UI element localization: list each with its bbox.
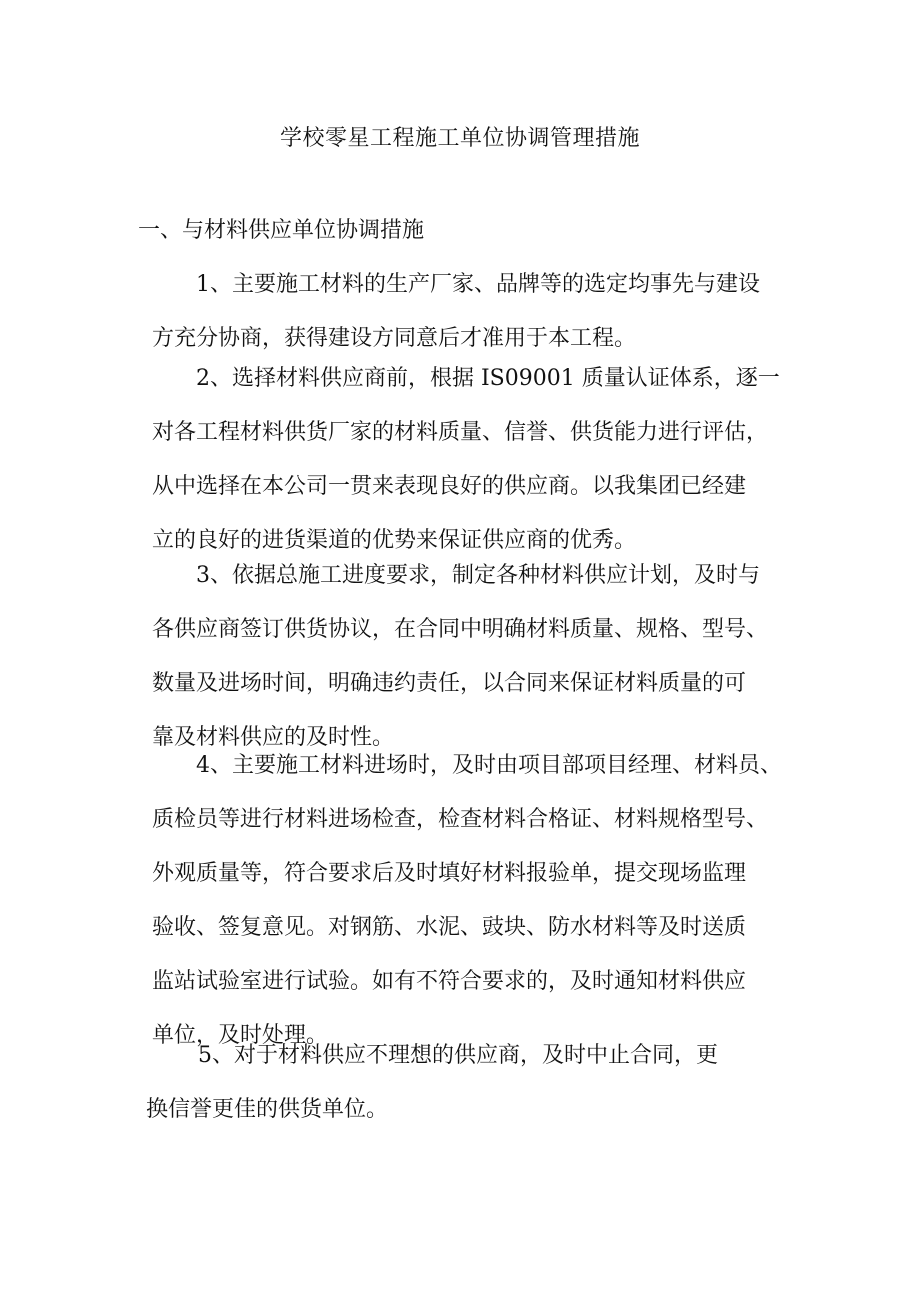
paragraph-line: 单位，及时处理。 (152, 1023, 329, 1048)
paragraph-line: 3、依据总施工进度要求，制定各种材料供应计划，及时与 (196, 563, 760, 588)
paragraph-line: 数量及进场时间，明确违约责任，以合同来保证材料质量的可 (152, 671, 747, 696)
paragraph-line: 1、主要施工材料的生产厂家、品牌等的选定均事先与建设 (196, 272, 760, 297)
paragraph-line: 换信誉更佳的供货单位。 (146, 1097, 389, 1122)
paragraph-line: 各供应商签订供货协议，在合同中明确材料质量、规格、型号、 (152, 617, 769, 642)
paragraph-1 (152, 258, 760, 366)
paragraph-3 (152, 549, 768, 765)
paragraph-4 (152, 739, 782, 1063)
paragraph-line: 靠及材料供应的及时性。 (152, 725, 395, 750)
paragraph-line: 立的良好的进货渠道的优势来保证供应商的优秀。 (152, 528, 637, 553)
paragraph-line: 方充分协商，获得建设方同意后才准用于本工程。 (152, 326, 637, 351)
paragraph-5 (146, 1029, 718, 1137)
paragraph-line: 质检员等进行材料进场检查，检查材料合格证、材料规格型号、 (152, 807, 769, 832)
paragraph-line: 4、主要施工材料进场时，及时由项目部项目经理、材料员、 (196, 753, 782, 778)
paragraph-2 (152, 352, 780, 568)
paragraph-line: 2、选择材料供应商前，根据 IS09001 质量认证体系，逐一 (196, 366, 780, 391)
paragraph-line: 监站试验室进行试验。如有不符合要求的，及时通知材料供应 (152, 969, 747, 994)
paragraph-line: 验收、签复意见。对钢筋、水泥、豉块、防水材料等及时送质 (152, 915, 747, 940)
paragraph-line: 外观质量等，符合要求后及时填好材料报验单，提交现场监理 (152, 861, 747, 886)
paragraph-line: 从中选择在本公司一贯来表现良好的供应商。以我集团已经建 (152, 474, 747, 499)
paragraph-line: 5、对于材料供应不理想的供应商，及时中止合同，更 (198, 1043, 718, 1068)
document-title: 学校零星工程施工单位协调管理措施 (279, 126, 640, 151)
paragraph-line: 对各工程材料供货厂家的材料质量、信誉、供货能力进行评估， (152, 420, 769, 445)
section-heading: 一、与材料供应单位协调措施 (138, 218, 425, 243)
